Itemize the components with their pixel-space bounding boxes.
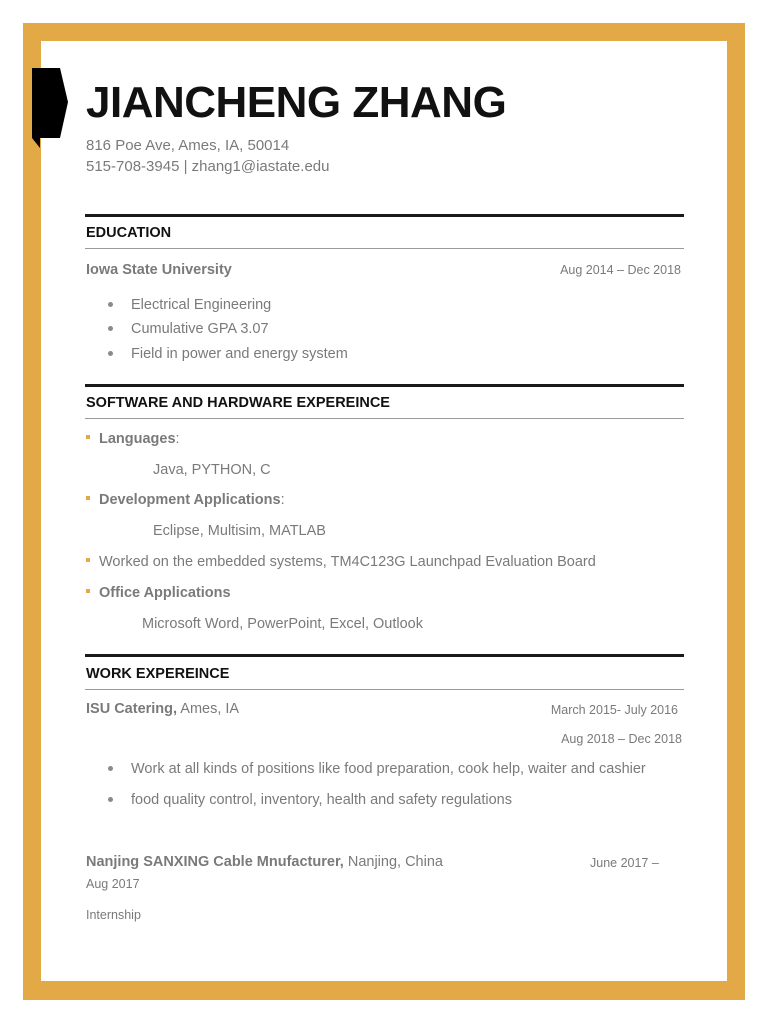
job1-dates-2: Aug 2018 – Dec 2018: [561, 732, 682, 746]
section-rule-thin: [85, 418, 684, 419]
work-heading: WORK EXPEREINCE: [86, 666, 230, 682]
section-rule-thin: [85, 248, 684, 249]
resume-page: [41, 41, 727, 981]
bullet-icon: [108, 351, 113, 356]
list-item: Field in power and energy system: [108, 346, 348, 362]
list-item: Cumulative GPA 3.07: [108, 321, 269, 337]
bullet-icon: [108, 302, 113, 307]
job2-date-end: Aug 2017: [86, 877, 140, 891]
dev-value: Eclipse, Multisim, MATLAB: [153, 523, 326, 539]
square-bullet-icon: [86, 589, 90, 593]
section-rule-thick: [85, 654, 684, 657]
address: 816 Poe Ave, Ames, IA, 50014: [86, 137, 290, 154]
skills-heading: SOFTWARE AND HARDWARE EXPEREINCE: [86, 395, 390, 411]
job2-date-start: June 2017 –: [590, 856, 659, 870]
section-rule-thick: [85, 214, 684, 217]
list-item: Work at all kinds of positions like food preparation, cook help, waiter and cashier: [108, 761, 646, 777]
square-bullet-icon: [86, 496, 90, 500]
list-item: food quality control, inventory, health and safety regulations: [108, 792, 512, 808]
skill-item-dev: Development Applications:: [86, 492, 285, 508]
skill-item-embedded: Worked on the embedded systems, TM4C123G Launchpad Evaluation Board: [86, 554, 596, 570]
skill-item-languages: Languages:: [86, 431, 180, 447]
bullet-icon: [108, 797, 113, 802]
skill-item-office: Office Applications: [86, 585, 231, 601]
education-dates: Aug 2014 – Dec 2018: [560, 263, 681, 277]
bullet-icon: [108, 766, 113, 771]
school-name: Iowa State University: [86, 262, 232, 278]
office-value: Microsoft Word, PowerPoint, Excel, Outlook: [142, 616, 423, 632]
section-rule-thin: [85, 689, 684, 690]
employer-2: Nanjing SANXING Cable Mnufacturer, Nanjing, China: [86, 854, 443, 870]
job1-dates-1: March 2015- July 2016: [550, 703, 678, 717]
languages-value: Java, PYTHON, C: [153, 462, 271, 478]
job2-role: Internship: [86, 908, 141, 922]
candidate-name: JIANCHENG ZHANG: [86, 78, 507, 127]
education-heading: EDUCATION: [86, 225, 172, 241]
phone-email: 515-708-3945 | zhang1@iastate.edu: [86, 158, 330, 175]
employer-1: ISU Catering, Ames, IA: [86, 701, 240, 717]
bullet-icon: [108, 326, 113, 331]
square-bullet-icon: [86, 558, 90, 562]
square-bullet-icon: [86, 435, 90, 439]
list-item: Electrical Engineering: [108, 297, 271, 313]
section-rule-thick: [85, 384, 684, 387]
header-tag-shape: [32, 68, 68, 148]
